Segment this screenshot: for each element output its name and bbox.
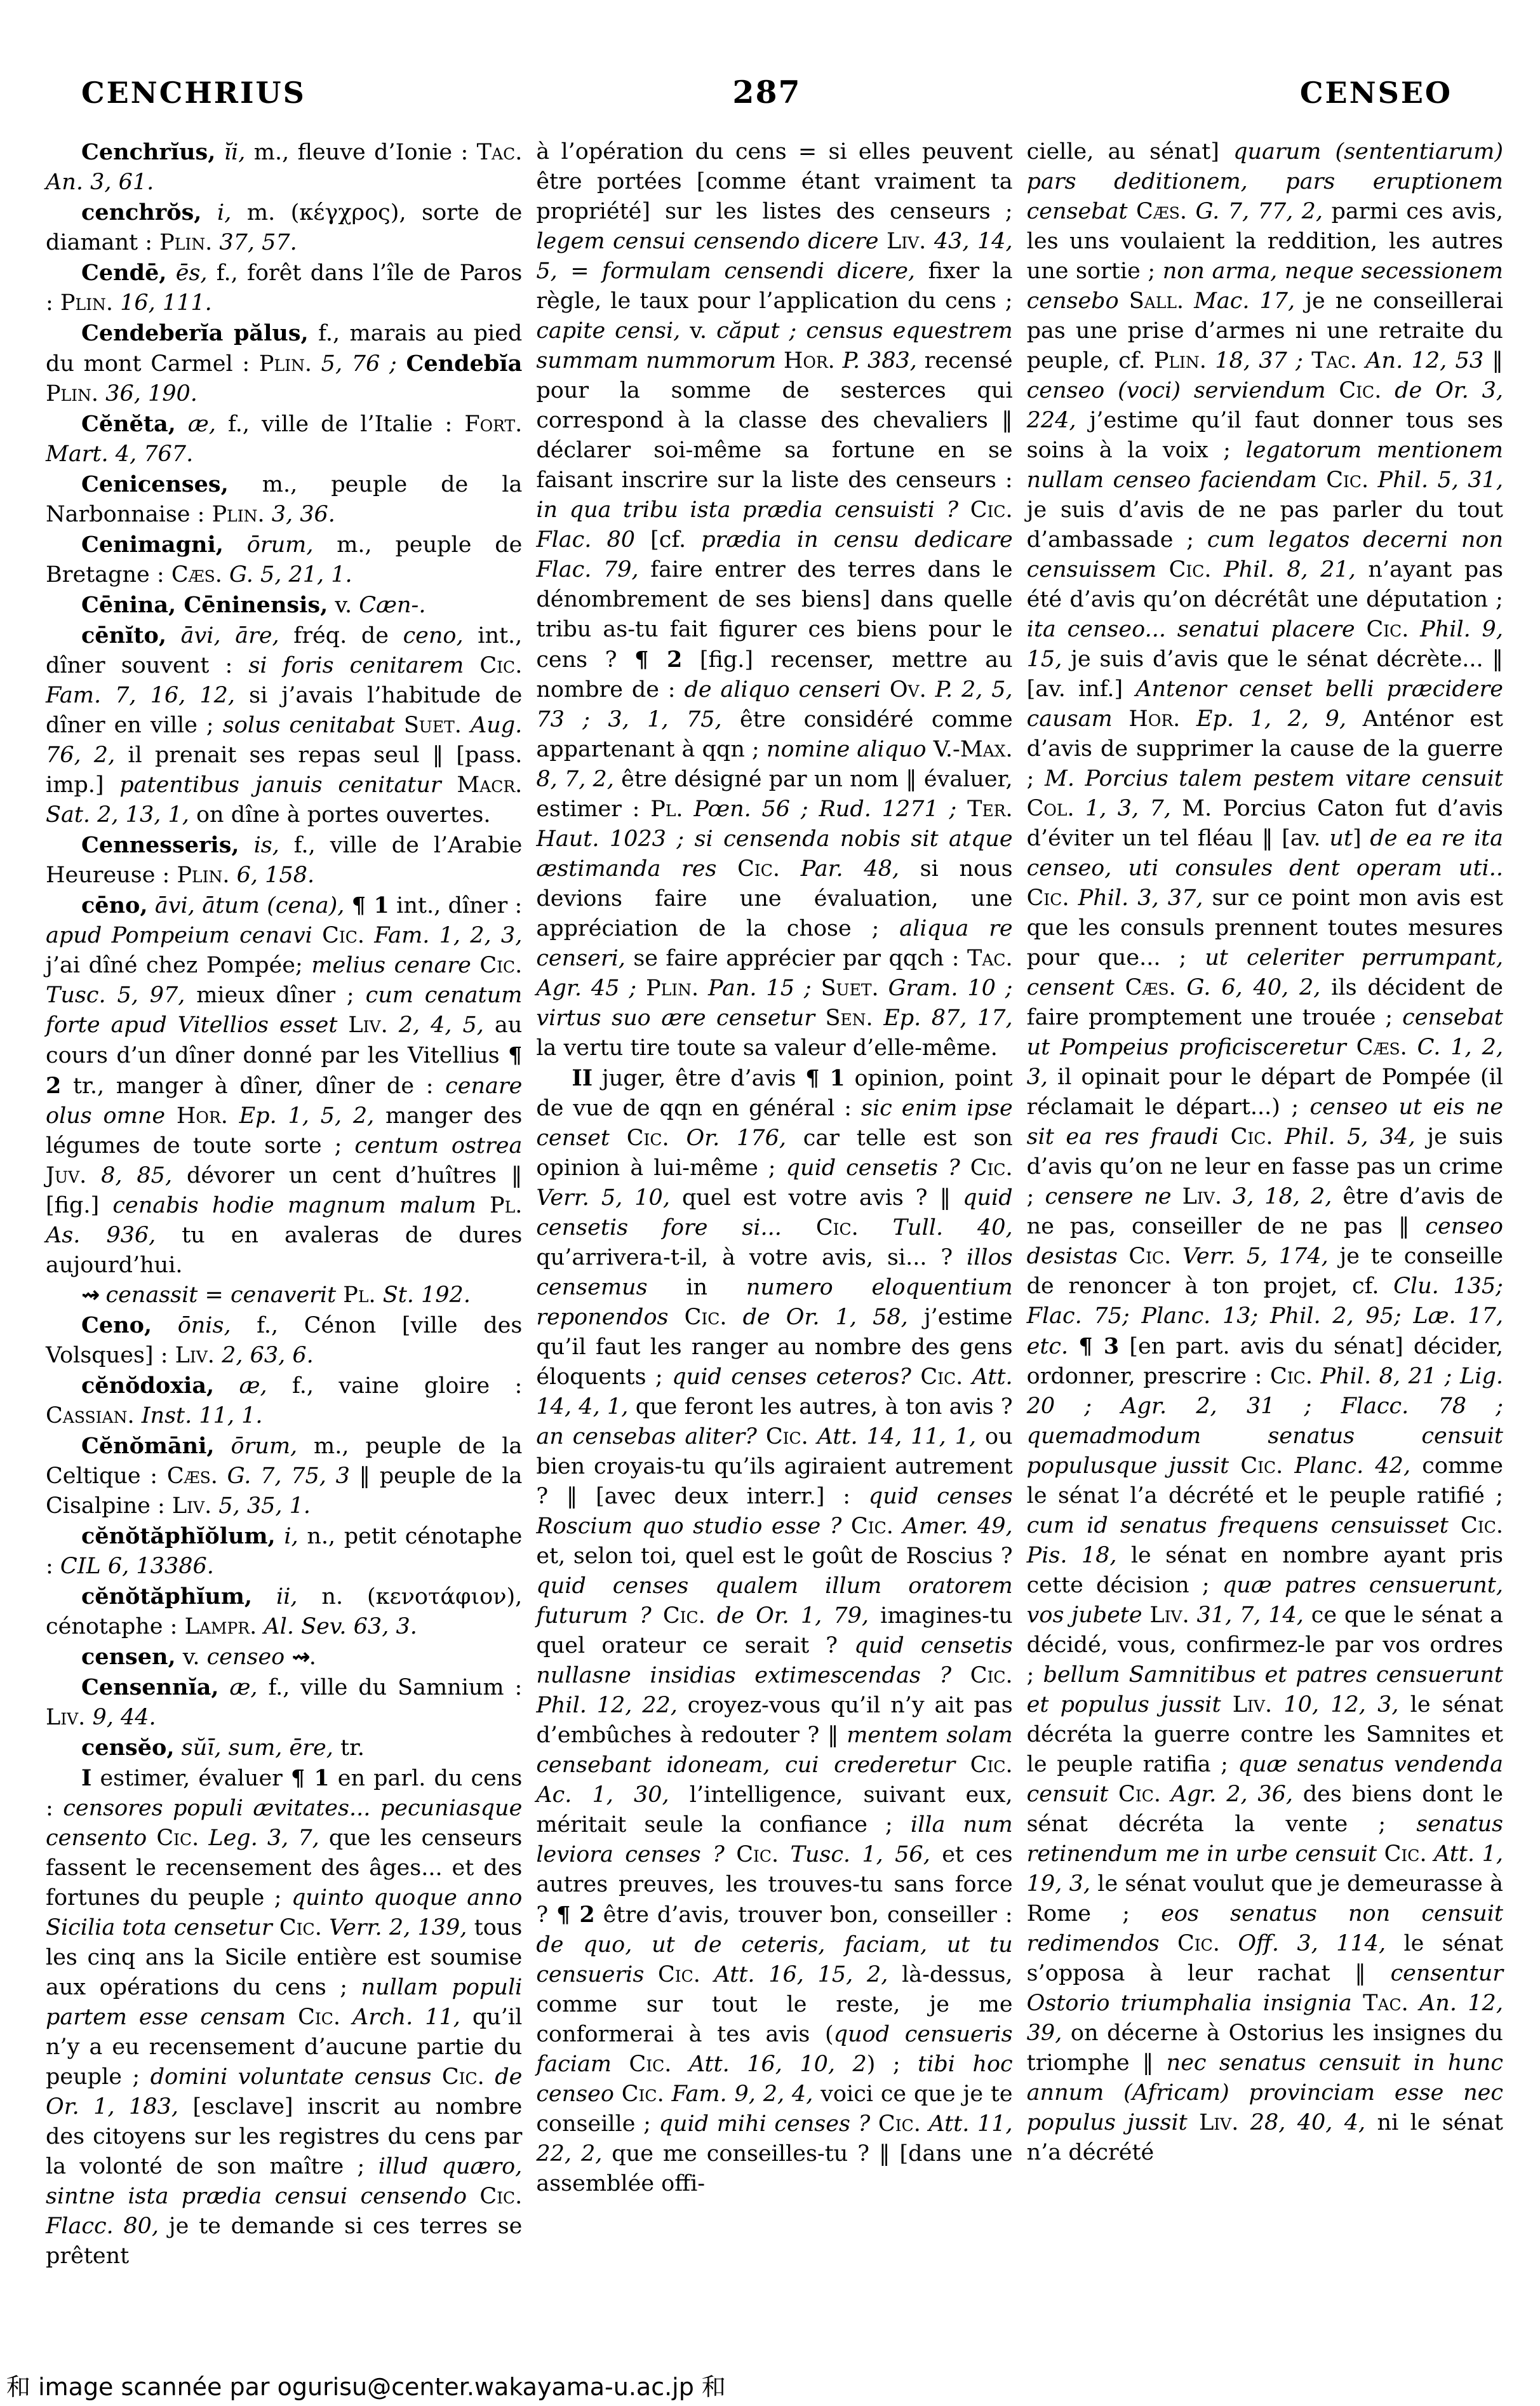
dictionary-entry: cenchrŏs, i, m. (κέγχρος), sorte de diamant : Plin. 37, 57.	[46, 199, 523, 255]
dictionary-entry: censĕo, sŭī, sum, ēre, tr.	[81, 1735, 365, 1761]
dictionary-entry: Cenchrĭus, ĭi, m., fleuve d’Ionie : Tac. An. 3, 61.	[46, 139, 523, 195]
page-number: 287	[732, 74, 801, 111]
dictionary-entry: cēno, āvi, ātum (cena), ¶ 1 int., dîner : apud Pompeium cenavi Cic. Fam. 1, 2, 3, j’ai dîné chez Pompée; melius cenare Cic. Tusc. 5, 97, mieux dîner ; cum cenatum forte apud Vitellios esset Liv. 2, 4, 5, au cours d’un dîner donné par les Vitellius ¶ 2 tr., manger à dîner, dîner de : cenare olus omne Hor. Ep. 1, 5, 2, manger des légumes de toute sorte ; centum ostrea Juv. 8, 85, dévorer un cent d’huîtres ‖ [fig.] cenabis hodie magnum malum Pl. As. 936, tu en avaleras de dures aujourd’hui.	[46, 892, 523, 1278]
dictionary-entry: Censennĭa, æ, f., ville du Samnium : Liv. 9, 44.	[46, 1674, 523, 1730]
dictionary-entry: ⇝ cenassit = cenaverit Pl. St. 192.	[81, 1282, 471, 1308]
dictionary-entry: II juger, être d’avis ¶ 1 opinion, point de vue de qqn en général : sic enim ipse censet Cic. Or. 176, car telle est son opinion à lui-même ; quid censetis ? Cic. Verr. 5, 10, quel est votre avis ? ‖ quid censetis fore si... Cic. Tull. 40, qu’arrivera-t-il, à votre avis, si... ? illos censemus in numero eloquentium reponendos Cic. de Or. 1, 58, j’estime qu’il faut les ranger au nombre des gens éloquents ; quid censes ceteros? Cic. Att. 14, 4, 1, que feront les autres, à ton avis ? an censebas aliter? Cic. Att. 14, 11, 1, ou bien croyais-tu qu’ils agiraient autrement ? ‖ [avec deux interr.] : quid censes Roscium quo studio esse ? Cic. Amer. 49, et, selon toi, quel est le goût de Roscius ? quid censes qualem illum oratorem futurum ? Cic. de Or. 1, 79, imagines-tu quel orateur ce serait ? quid censetis nullasne insidias extimescendas ? Cic. Phil. 12, 22, croyez-vous qu’il n’y ait pas d’embûches à redouter ? ‖ mentem solam censebant idoneam, cui crederetur Cic. Ac. 1, 30, l’intelligence, suivant eux, méritait seule la confiance ; illa num leviora censes ? Cic. Tusc. 1, 56, et ces autres preuves, les trouves-tu sans force ? ¶ 2 être d’avis, trouver bon, conseiller : de quo, ut de ceteris, faciam, ut tu censueris Cic. Att. 16, 15, 2, là-dessus, comme sur tout le reste, je me conformerai à tes avis (quod censueris faciam Cic. Att. 16, 10, 2) ; tibi hoc censeo Cic. Fam. 9, 2, 4, voici ce que je te conseille ; quid mihi censes ? Cic. Att. 11, 22, 2, que me conseilles-tu ? ‖ [dans une assemblée offi-	[536, 1065, 1013, 2196]
header-left-catchword: CENCHRIUS	[81, 76, 306, 110]
dictionary-entry: I estimer, évaluer ¶ 1 en parl. du cens : censores populi ævitates... pecuniasque censento Cic. Leg. 3, 7, que les censeurs fassent le recensement des âges... et des fortunes du peuple ; quinto quoque anno Sicilia tota censetur Cic. Verr. 2, 139, tous les cinq ans la Sicile entière est soumise aux opérations du cens ; nullam populi partem esse censam Cic. Arch. 11, qu’il n’y a eu recensement d’aucune partie du peuple ; domini voluntate census Cic. de Or. 1, 183, [esclave] inscrit au nombre des citoyens sur les registres du cens par la volonté de son maître ; illud quæro, sintne ista prædia censui censendo Cic. Flacc. 80, je te demande si ces terres se prêtent	[46, 1765, 523, 2269]
dictionary-entry: Cenimagni, ōrum, m., peuple de Bretagne : Cæs. G. 5, 21, 1.	[46, 532, 523, 588]
dictionary-entry: cĕnŏtăphĭŏlum, i, n., petit cénotaphe : CIL 6, 13386.	[46, 1523, 523, 1579]
dictionary-entry: Cenicenses, m., peuple de la Narbonnaise : Plin. 3, 36.	[46, 471, 523, 527]
column-right	[1027, 137, 1503, 2322]
text-columns	[0, 111, 1540, 2322]
continuation-paragraph: à l’opération du cens = si elles peuvent être portées [comme étant vraiment ta propriété] sur les listes des censeurs ; legem censui censendo dicere Liv. 43, 14, 5, = formulam censendi dicere, fixer la règle, le taux pour l’application du cens ; capite censi, v. căput ; census equestrem summam nummorum Hor. P. 383, recensé pour la somme de sesterces qui correspond à la classe des chevaliers ‖ déclarer soi-même sa fortune en se faisant inscrire sur la liste des censeurs : in qua tribu ista prædia censuisti ? Cic. Flac. 80 [cf. prædia in censu dedicare Flac. 79, faire entrer des terres dans le dénombrement de ses biens] dans quelle tribu as-tu fait figurer ces biens pour le cens ? ¶ 2 [fig.] recenser, mettre au nombre de : de aliquo censeri Ov. P. 2, 5, 73 ; 3, 1, 75, être considéré comme appartenant à qqn ; nomine aliquo V.-Max. 8, 7, 2, être désigné par un nom ‖ évaluer, estimer : Pl. Pœn. 56 ; Rud. 1271 ; Ter. Haut. 1023 ; si censenda nobis sit atque æstimanda res Cic. Par. 48, si nous devions faire une évaluation, une appréciation de la chose ; aliqua re censeri, se faire apprécier par qqch : Tac. Agr. 45 ; Plin. Pan. 15 ; Suet. Gram. 10 ; virtus suo ære censetur Sen. Ep. 87, 17, la vertu tire toute sa valeur d’elle-même.	[536, 139, 1013, 1061]
dictionary-entry: cēnĭto, āvi, āre, fréq. de ceno, int., dîner souvent : si foris cenitarem Cic. Fam. 7, 16, 12, si j’avais l’habitude de dîner en ville ; solus cenitabat Suet. Aug. 76, 2, il prenait ses repas seul ‖ [pass. imp.] patentibus januis cenitatur Macr. Sat. 2, 13, 1, on dîne à portes ouvertes.	[46, 622, 523, 828]
column-left	[46, 137, 522, 2322]
page-header	[0, 0, 1540, 111]
scan-credit-footer	[6, 2367, 726, 2402]
dictionary-entry: Cĕnŏmāni, ōrum, m., peuple de la Celtique : Cæs. G. 7, 75, 3 ‖ peuple de la Cisalpine : Liv. 5, 35, 1.	[46, 1433, 523, 1519]
dictionary-entry: cĕnŏdoxia, æ, f., vaine gloire : Cassian. Inst. 11, 1.	[46, 1373, 523, 1428]
dictionary-entry: cĕnŏtăphĭum, ii, n. (κενοτάφιον), cénotaphe : Lampr. Al. Sev. 63, 3.	[46, 1583, 523, 1639]
dictionary-entry: Cennesseris, is, f., ville de l’Arabie Heureuse : Plin. 6, 158.	[46, 832, 523, 888]
continuation-paragraph: cielle, au sénat] quarum (sententiarum) pars deditionem, pars eruptionem censebat Cæs. G. 7, 77, 2, parmi ces avis, les uns voulaient la reddition, les autres une sortie ; non arma, neque secessionem censebo Sall. Mac. 17, je ne conseillerai pas une prise d’armes ni une retraite du peuple, cf. Plin. 18, 37 ; Tac. An. 12, 53 ‖ censeo (voci) serviendum Cic. de Or. 3, 224, j’estime qu’il faut donner tous ses soins à la voix ; legatorum mentionem nullam censeo faciendam Cic. Phil. 5, 31, je suis d’avis de ne pas parler du tout d’ambassade ; cum legatos decerni non censuissem Cic. Phil. 8, 21, n’ayant pas été d’avis qu’on décrétât une députation ; ita censeo... senatui placere Cic. Phil. 9, 15, je suis d’avis que le sénat décrète... ‖ [av. inf.] Antenor censet belli præcidere causam Hor. Ep. 1, 2, 9, Anténor est d’avis de supprimer la cause de la guerre ; M. Porcius talem pestem vitare censuit Col. 1, 3, 7, M. Porcius Caton fut d’avis d’éviter un tel fléau ‖ [av. ut] de ea re ita censeo, uti consules dent operam uti.. Cic. Phil. 3, 37, sur ce point mon avis est que les consuls prennent toutes mesures pour que... ; ut celeriter perrumpant, censent Cæs. G. 6, 40, 2, ils décident de faire promptement une trouée ; censebat ut Pompeius proficisceretur Cæs. C. 1, 2, 3, il opinait pour le départ de Pompée (il réclamait le départ...) ; censeo ut eis ne sit ea res fraudi Cic. Phil. 5, 34, je suis d’avis qu’on ne leur en fasse pas un crime ; censere ne Liv. 3, 18, 2, être d’avis de ne pas, conseiller de ne pas ‖ censeo desistas Cic. Verr. 5, 174, je te conseille de renoncer à ton projet, cf. Clu. 135; Flac. 75; Planc. 13; Phil. 2, 95; Læ. 17, etc. ¶ 3 [en part. avis du sénat] décider, ordonner, prescrire : Cic. Phil. 8, 21 ; Lig. 20 ; Agr. 2, 31 ; Flacc. 78 ; quemadmodum senatus censuit populusque jussit Cic. Planc. 42, comme le sénat l’a décrété et le peuple ratifié ; cum id senatus frequens censuisset Cic. Pis. 18, le sénat en nombre ayant pris cette décision ; quæ patres censuerunt, vos jubete Liv. 31, 7, 14, ce que le sénat a décidé, vous, confirmez-le par vos ordres ; bellum Samnitibus et patres censuerunt et populus jussit Liv. 10, 12, 3, le sénat décréta la guerre contre les Samnites et le peuple ratifia ; quæ senatus vendenda censuit Cic. Agr. 2, 36, des biens dont le sénat décréta la vente ; senatus retinendum me in urbe censuit Cic. Att. 1, 19, 3, le sénat voulut que je demeurasse à Rome ; eos senatus non censuit redimendos Cic. Off. 3, 114, le sénat s’opposa à leur rachat ‖ censentur Ostorio triumphalia insignia Tac. An. 12, 39, on décerne à Ostorius les insignes du triomphe ‖ nec senatus censuit in hunc annum (Africam) provinciam esse nec populus jussit Liv. 28, 40, 4, ni le sénat n’a décrété	[1026, 139, 1503, 2165]
dictionary-entry: Cendē, ēs, f., forêt dans l’île de Paros : Plin. 16, 111.	[46, 260, 523, 316]
dictionary-entry: Cēnina, Cēninensis, v. Cæn-.	[81, 592, 426, 618]
header-right-catchword: CENSEO	[1299, 76, 1452, 110]
dictionary-entry: Ceno, ōnis, f., Cénon [ville des Volsques] : Liv. 2, 63, 6.	[46, 1312, 523, 1368]
column-middle	[536, 137, 1012, 2322]
dictionary-entry: censen, v. censeo ⇝.	[81, 1644, 316, 1670]
scan-credit-text: 和 image scannée par ogurisu@center.wakayama-u.ac.jp 和	[6, 2373, 726, 2401]
dictionary-entry: Cendeberĭa pălus, f., marais au pied du mont Carmel : Plin. 5, 76 ; Cendebĭa Plin. 36, 190.	[46, 320, 523, 407]
dictionary-entry: Cĕnĕta, æ, f., ville de l’Italie : Fort. Mart. 4, 767.	[46, 411, 523, 467]
